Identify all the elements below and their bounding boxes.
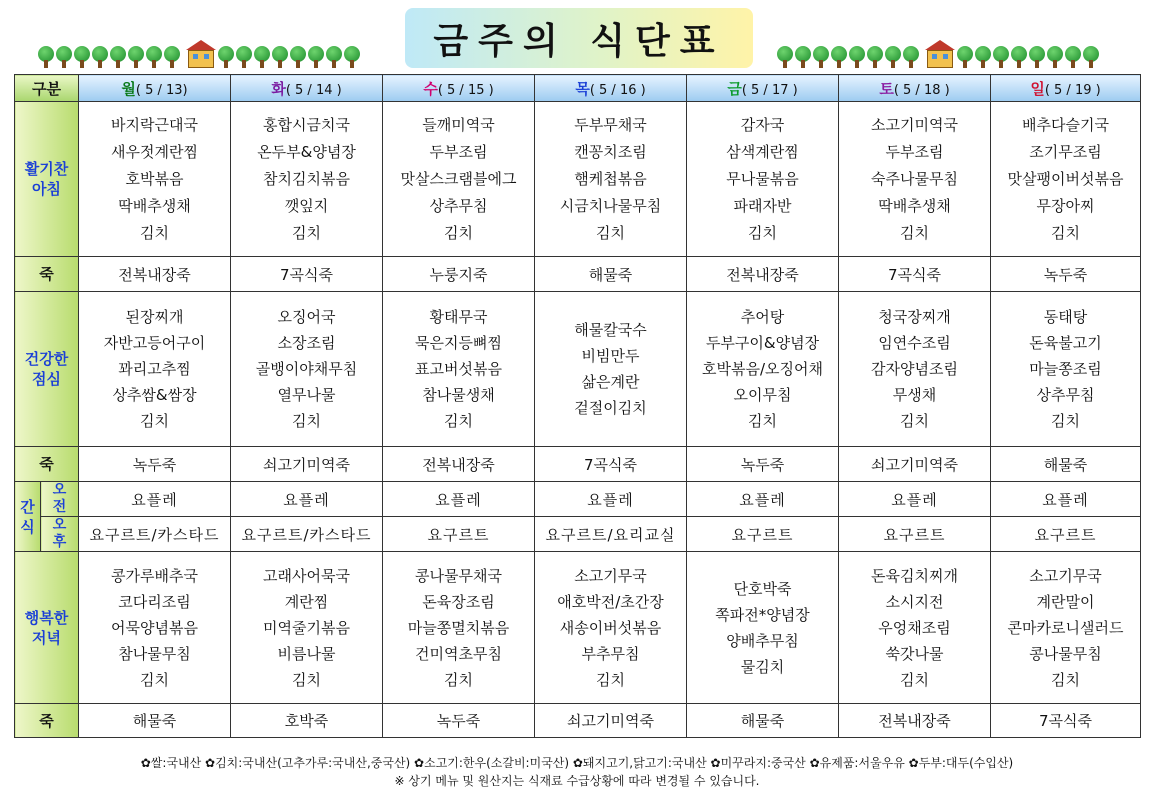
breakfast-cell bbox=[535, 102, 687, 257]
tree-icon bbox=[146, 46, 162, 68]
menu-item: 골뱅이야채무침 bbox=[255, 360, 358, 378]
menu-item: 참나물생채 bbox=[422, 386, 495, 404]
menu-item: 무생채 bbox=[892, 386, 937, 404]
menu-item: 김치 bbox=[1051, 412, 1080, 430]
row-label-line: 식 bbox=[20, 517, 35, 536]
menu-item: 시금치나물무침 bbox=[559, 196, 662, 215]
menu-item: 김치 bbox=[596, 670, 625, 689]
menu-item: 된장찌개 bbox=[125, 308, 184, 326]
tree-icon bbox=[290, 46, 306, 68]
juk1-row bbox=[15, 257, 1141, 292]
snack-pm-cell: 요구르트/요리교실 bbox=[535, 517, 687, 552]
menu-item: 쪽파전*양념장 bbox=[715, 605, 810, 624]
menu-item: 고래사어묵국 bbox=[263, 566, 350, 585]
juk-cell: 해물죽 bbox=[991, 447, 1141, 482]
breakfast-cell bbox=[991, 102, 1141, 257]
tree-icon bbox=[218, 46, 234, 68]
menu-item: 황태무국 bbox=[429, 308, 488, 326]
lunch-cell bbox=[79, 292, 231, 447]
tree-icon bbox=[308, 46, 324, 68]
snack-pm-cell: 요구르트/카스타드 bbox=[79, 517, 231, 552]
menu-item: 딱배추생채 bbox=[118, 196, 191, 215]
juk-label: 죽 bbox=[15, 257, 79, 292]
menu-item: 깻잎지 bbox=[284, 196, 329, 215]
juk-cell: 녹두죽 bbox=[383, 704, 535, 738]
tree-icon bbox=[1029, 46, 1045, 68]
row-label-line: 전 bbox=[52, 499, 67, 515]
juk-cell: 녹두죽 bbox=[991, 257, 1141, 292]
day-date: ( 5 / 15 ) bbox=[437, 82, 494, 98]
lunch-cell bbox=[383, 292, 535, 447]
snack-pm-cell: 요구르트 bbox=[383, 517, 535, 552]
menu-item: 양배추무침 bbox=[726, 631, 799, 650]
menu-item: 코다리조림 bbox=[118, 592, 191, 611]
day-date: ( 5 / 18 ) bbox=[893, 82, 950, 98]
menu-item: 김치 bbox=[1051, 670, 1080, 689]
menu-item: 소장조림 bbox=[277, 334, 336, 352]
menu-item: 마늘쫑멸치볶음 bbox=[407, 618, 510, 637]
row-label-line: 오 bbox=[52, 517, 67, 533]
juk-cell: 누룽지죽 bbox=[383, 257, 535, 292]
juk-cell: 전복내장죽 bbox=[383, 447, 535, 482]
juk2-row bbox=[15, 447, 1141, 482]
menu-item: 김치 bbox=[900, 223, 929, 242]
menu-item: 묵은지등뼈찜 bbox=[415, 334, 502, 352]
juk-cell: 전복내장죽 bbox=[687, 257, 839, 292]
menu-item: 꽈리고추찜 bbox=[118, 360, 191, 378]
tree-icon bbox=[1065, 46, 1081, 68]
menu-item: 김치 bbox=[292, 670, 321, 689]
menu-item: 김치 bbox=[900, 670, 929, 689]
row-label-line: 아침 bbox=[32, 180, 61, 198]
menu-item: 새송이버섯볶음 bbox=[559, 618, 662, 637]
day-name: 토 bbox=[879, 79, 894, 98]
day-date: ( 5 / 17 ) bbox=[741, 82, 798, 98]
menu-item: 상추쌈&쌈장 bbox=[112, 386, 197, 404]
menu-item: 무장아찌 bbox=[1036, 196, 1095, 215]
snack-am-cell: 요플레 bbox=[231, 482, 383, 517]
breakfast-cell bbox=[839, 102, 991, 257]
breakfast-cell bbox=[79, 102, 231, 257]
menu-item: 두부무채국 bbox=[574, 115, 647, 134]
menu-item: 열무나물 bbox=[277, 386, 336, 404]
snack-am-cell: 요플레 bbox=[383, 482, 535, 517]
lunch-cell bbox=[687, 292, 839, 447]
tree-icon bbox=[164, 46, 180, 68]
tree-icon bbox=[1047, 46, 1063, 68]
menu-item: 단호박죽 bbox=[733, 579, 792, 598]
row-label-line: 간 bbox=[20, 497, 35, 516]
juk-cell: 7곡식죽 bbox=[839, 257, 991, 292]
menu-item: 오이무침 bbox=[733, 386, 792, 404]
juk-cell: 해물죽 bbox=[687, 704, 839, 738]
snack-label bbox=[15, 482, 41, 552]
day-name: 수 bbox=[423, 79, 438, 98]
breakfast-cell bbox=[383, 102, 535, 257]
menu-item: 김치 bbox=[444, 670, 473, 689]
menu-item: 물김치 bbox=[740, 657, 785, 676]
menu-item: 겉절이김치 bbox=[574, 399, 647, 417]
menu-item: 소고기미역국 bbox=[871, 115, 958, 134]
row-label-line: 건강한 bbox=[24, 350, 69, 368]
breakfast-cell bbox=[687, 102, 839, 257]
menu-item: 콩나물무채국 bbox=[415, 566, 502, 585]
menu-item: 배추다슬기국 bbox=[1022, 115, 1109, 134]
day-date: ( 5 / 13) bbox=[135, 82, 188, 98]
menu-item: 김치 bbox=[1051, 223, 1080, 242]
tree-icon bbox=[993, 46, 1009, 68]
snack-am-cell: 요플레 bbox=[687, 482, 839, 517]
dinner-cell bbox=[383, 552, 535, 704]
header-day bbox=[383, 75, 535, 102]
menu-item: 김치 bbox=[140, 412, 169, 430]
snack-pm-cell: 요구르트 bbox=[991, 517, 1141, 552]
tree-decoration-left bbox=[38, 40, 360, 68]
tree-icon bbox=[272, 46, 288, 68]
juk-cell: 7곡식죽 bbox=[991, 704, 1141, 738]
juk-cell: 전복내장죽 bbox=[839, 704, 991, 738]
menu-item: 두부구이&양념장 bbox=[705, 334, 820, 352]
juk3-row bbox=[15, 704, 1141, 738]
menu-item: 김치 bbox=[140, 223, 169, 242]
tree-icon bbox=[813, 46, 829, 68]
page-title: 금주의 식단표 bbox=[405, 8, 753, 68]
menu-item: 감자양념조림 bbox=[871, 360, 958, 378]
menu-item: 소고기무국 bbox=[1029, 566, 1102, 585]
header-day bbox=[687, 75, 839, 102]
menu-item: 계란찜 bbox=[284, 592, 329, 611]
menu-item: 김치 bbox=[292, 223, 321, 242]
menu-item: 삶은계란 bbox=[581, 373, 640, 391]
change-notice: ※ 상기 메뉴 및 원산지는 식재료 수급상황에 따라 변경될 수 있습니다. bbox=[394, 774, 760, 788]
menu-item: 쑥갓나물 bbox=[885, 644, 944, 663]
row-label-line: 점심 bbox=[32, 370, 61, 388]
tree-icon bbox=[1083, 46, 1099, 68]
menu-item: 참나물무침 bbox=[118, 644, 191, 663]
tree-icon bbox=[1011, 46, 1027, 68]
tree-icon bbox=[831, 46, 847, 68]
tree-icon bbox=[92, 46, 108, 68]
day-name: 일 bbox=[1030, 79, 1045, 98]
row-label-line: 후 bbox=[52, 534, 67, 550]
tree-icon bbox=[56, 46, 72, 68]
juk-cell: 전복내장죽 bbox=[79, 257, 231, 292]
header-row bbox=[15, 75, 1141, 102]
dinner-cell bbox=[991, 552, 1141, 704]
menu-item: 무나물볶음 bbox=[726, 169, 799, 188]
menu-item: 조기무조림 bbox=[1029, 142, 1102, 161]
menu-item: 두부조림 bbox=[885, 142, 944, 161]
dinner-cell bbox=[79, 552, 231, 704]
tree-icon bbox=[254, 46, 270, 68]
menu-item: 돈육김치찌개 bbox=[871, 566, 958, 585]
menu-item: 삼색계란찜 bbox=[726, 142, 799, 161]
juk-cell: 호박죽 bbox=[231, 704, 383, 738]
tree-icon bbox=[326, 46, 342, 68]
menu-item: 김치 bbox=[900, 412, 929, 430]
tree-icon bbox=[38, 46, 54, 68]
menu-item: 애호박전/초간장 bbox=[557, 592, 664, 611]
menu-item: 김치 bbox=[140, 670, 169, 689]
juk-cell: 쇠고기미역죽 bbox=[535, 704, 687, 738]
tree-icon bbox=[344, 46, 360, 68]
tree-icon bbox=[795, 46, 811, 68]
breakfast-row bbox=[15, 102, 1141, 257]
menu-item: 햄케첩볶음 bbox=[574, 169, 647, 188]
menu-item: 들깨미역국 bbox=[422, 115, 495, 134]
lunch-label bbox=[15, 292, 79, 447]
menu-item: 돈육불고기 bbox=[1029, 334, 1102, 352]
tree-icon bbox=[885, 46, 901, 68]
menu-item: 캔꽁치조림 bbox=[574, 142, 647, 161]
juk-label: 죽 bbox=[15, 704, 79, 738]
menu-item: 콩나물무침 bbox=[1029, 644, 1102, 663]
tree-icon bbox=[957, 46, 973, 68]
day-name: 목 bbox=[575, 79, 590, 98]
header-day bbox=[991, 75, 1141, 102]
breakfast-cell bbox=[231, 102, 383, 257]
menu-item: 맛살팽이버섯볶음 bbox=[1007, 169, 1124, 188]
tree-icon bbox=[110, 46, 126, 68]
day-name: 금 bbox=[727, 79, 742, 98]
origin-note: ✿쌀:국내산 ✿김치:국내산(고추가루:국내산,중국산) ✿소고기:한우(소갈비:미국산) ✿돼지고기,닭고기:국내산 ✿미꾸라지:중국산 ✿유제품:서울우유 ✿두부:대두(수입산) bbox=[140, 756, 1014, 770]
tree-icon bbox=[867, 46, 883, 68]
menu-item: 오징어국 bbox=[277, 308, 336, 326]
day-date: ( 5 / 16 ) bbox=[589, 82, 646, 98]
snack-pm-cell: 요구르트/카스타드 bbox=[231, 517, 383, 552]
tree-icon bbox=[849, 46, 865, 68]
row-label-line: 오 bbox=[52, 482, 67, 498]
menu-item: 김치 bbox=[596, 223, 625, 242]
juk-cell: 쇠고기미역죽 bbox=[839, 447, 991, 482]
menu-item: 김치 bbox=[748, 412, 777, 430]
menu-item: 파래자반 bbox=[733, 196, 792, 215]
day-name: 화 bbox=[271, 79, 286, 98]
dinner-cell bbox=[839, 552, 991, 704]
juk-cell: 해물죽 bbox=[535, 257, 687, 292]
juk-cell: 녹두죽 bbox=[79, 447, 231, 482]
menu-item: 돈육장조림 bbox=[422, 592, 495, 611]
header-day bbox=[231, 75, 383, 102]
menu-item: 자반고등어구이 bbox=[103, 334, 206, 352]
tree-icon bbox=[128, 46, 144, 68]
snack-am-row bbox=[15, 482, 1141, 517]
dinner-row bbox=[15, 552, 1141, 704]
menu-item: 김치 bbox=[748, 223, 777, 242]
menu-item: 맛살스크램블에그 bbox=[400, 169, 517, 188]
menu-item: 감자국 bbox=[740, 115, 785, 134]
menu-item: 소시지전 bbox=[885, 592, 944, 611]
menu-item: 새우젓계란찜 bbox=[111, 142, 198, 161]
menu-item: 상추무침 bbox=[429, 196, 488, 215]
header-day bbox=[535, 75, 687, 102]
day-date: ( 5 / 19 ) bbox=[1044, 82, 1101, 98]
menu-item: 바지락근대국 bbox=[111, 115, 198, 134]
menu-item: 표고버섯볶음 bbox=[415, 360, 502, 378]
menu-item: 추어탕 bbox=[740, 308, 785, 326]
tree-icon bbox=[903, 46, 919, 68]
snack-pm-cell: 요구르트 bbox=[687, 517, 839, 552]
menu-item: 건미역초무침 bbox=[415, 644, 502, 663]
menu-item: 김치 bbox=[444, 223, 473, 242]
breakfast-label bbox=[15, 102, 79, 257]
snack-am-cell: 요플레 bbox=[839, 482, 991, 517]
juk-cell: 쇠고기미역죽 bbox=[231, 447, 383, 482]
menu-item: 비빔만두 bbox=[581, 347, 640, 365]
lunch-cell bbox=[231, 292, 383, 447]
lunch-cell bbox=[991, 292, 1141, 447]
snack-am-label bbox=[41, 482, 79, 517]
tree-icon bbox=[975, 46, 991, 68]
menu-item: 숙주나물무침 bbox=[871, 169, 958, 188]
dinner-cell bbox=[687, 552, 839, 704]
juk-cell: 해물죽 bbox=[79, 704, 231, 738]
juk-cell: 녹두죽 bbox=[687, 447, 839, 482]
menu-item: 비름나물 bbox=[277, 644, 336, 663]
day-date: ( 5 / 14 ) bbox=[285, 82, 342, 98]
juk-label: 죽 bbox=[15, 447, 79, 482]
menu-item: 호박볶음/오징어채 bbox=[702, 360, 823, 378]
menu-item: 김치 bbox=[292, 412, 321, 430]
row-label-line: 활기찬 bbox=[24, 160, 69, 178]
dinner-cell bbox=[231, 552, 383, 704]
menu-item: 미역줄기볶음 bbox=[263, 618, 350, 637]
row-label-line: 행복한 bbox=[24, 608, 69, 627]
menu-item: 두부조림 bbox=[429, 142, 488, 161]
menu-item: 우엉채조림 bbox=[878, 618, 951, 637]
house-icon bbox=[186, 40, 216, 68]
tree-icon bbox=[74, 46, 90, 68]
snack-am-cell: 요플레 bbox=[535, 482, 687, 517]
day-name: 월 bbox=[121, 79, 136, 98]
menu-item: 청국장찌개 bbox=[878, 308, 951, 326]
menu-item: 호박볶음 bbox=[125, 169, 184, 188]
header-day bbox=[839, 75, 991, 102]
header-gubun: 구분 bbox=[15, 75, 79, 102]
menu-item: 계란말이 bbox=[1036, 592, 1095, 611]
menu-item: 김치 bbox=[444, 412, 473, 430]
lunch-row bbox=[15, 292, 1141, 447]
snack-am-cell: 요플레 bbox=[991, 482, 1141, 517]
menu-item: 온두부&양념장 bbox=[257, 142, 356, 161]
tree-icon bbox=[777, 46, 793, 68]
menu-item: 딱배추생채 bbox=[878, 196, 951, 215]
menu-item: 참치김치볶음 bbox=[263, 169, 350, 188]
menu-item: 해물칼국수 bbox=[574, 321, 647, 339]
dinner-label bbox=[15, 552, 79, 704]
menu-item: 부추무침 bbox=[581, 644, 640, 663]
snack-pm-row bbox=[15, 517, 1141, 552]
house-icon bbox=[925, 40, 955, 68]
menu-item: 홍합시금치국 bbox=[263, 115, 350, 134]
menu-item: 콘마카로니샐러드 bbox=[1007, 618, 1124, 637]
menu-item: 소고기무국 bbox=[574, 566, 647, 585]
menu-item: 어묵양념볶음 bbox=[111, 618, 198, 637]
lunch-cell bbox=[839, 292, 991, 447]
menu-item: 마늘쫑조림 bbox=[1029, 360, 1102, 378]
row-label-line: 저녁 bbox=[32, 628, 61, 647]
snack-am-cell: 요플레 bbox=[79, 482, 231, 517]
menu-item: 상추무침 bbox=[1036, 386, 1095, 404]
snack-pm-cell: 요구르트 bbox=[839, 517, 991, 552]
snack-pm-label bbox=[41, 517, 79, 552]
lunch-cell bbox=[535, 292, 687, 447]
juk-cell: 7곡식죽 bbox=[535, 447, 687, 482]
menu-item: 임연수조림 bbox=[878, 334, 951, 352]
menu-item: 동태탕 bbox=[1043, 308, 1088, 326]
menu-item: 콩가루배추국 bbox=[111, 566, 198, 585]
juk-cell: 7곡식죽 bbox=[231, 257, 383, 292]
tree-icon bbox=[236, 46, 252, 68]
tree-decoration-right bbox=[777, 40, 1099, 68]
header-day bbox=[79, 75, 231, 102]
weekly-menu-table bbox=[14, 74, 1141, 738]
dinner-cell bbox=[535, 552, 687, 704]
